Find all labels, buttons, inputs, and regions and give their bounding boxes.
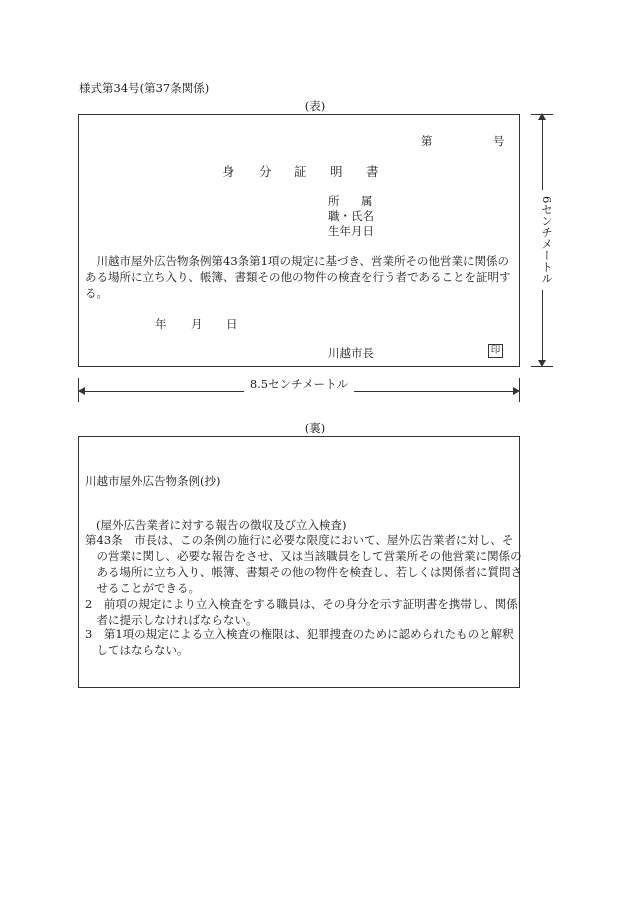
paragraph-2: 2 前項の規定により立入検査をする職員は、その身分を示す証明書を携帯し、関係者に提示しなければならない。 — [85, 597, 518, 627]
arrow-down-icon — [538, 360, 546, 367]
birth-date-label: 生年月日 — [328, 224, 374, 238]
date-month: 月 — [191, 317, 203, 331]
arrow-up-icon — [538, 113, 546, 120]
arrow-right-icon — [513, 387, 520, 395]
height-dimension-label: 6センチメートル — [531, 190, 553, 290]
affiliation-label-2: 属 — [361, 194, 373, 208]
title-char: 書 — [366, 164, 379, 179]
seal-icon: 印 — [488, 344, 503, 358]
title-char: 分 — [259, 164, 272, 179]
arrow-left-icon — [78, 387, 85, 395]
form-number: 様式第34号(第37条関係) — [79, 81, 210, 95]
id-card-back — [78, 436, 520, 688]
front-face-label: (表) — [304, 99, 326, 113]
title-char: 証 — [294, 164, 307, 179]
id-card-front — [78, 114, 520, 367]
article-43: 第43条 市長は、この条例の施行に必要な限度において、屋外広告業者に対し、その営業に関し、必要な報告をさせ、又は当該職員をして営業所その他営業に関係のある場所に立ち入り、帳簿、書類その他の物件を検査し、若しくは関係者に質問させることができる。 — [85, 533, 522, 595]
paragraph-3: 3 第1項の規定による立入検査の権限は、犯罪捜査のために認められたものと解釈してはならない。 — [85, 627, 514, 657]
article-caption: (屋外広告業者に対する報告の徴収及び立入検査) — [96, 518, 347, 532]
certificate-body: 川越市屋外広告物条例第43条第1項の規定に基づき、営業所その他営業に関係のある場所に立ち入り、帳簿、書類その他の物件の検査を行う者であることを証明する。 — [85, 254, 511, 300]
back-face-label: (裏) — [304, 421, 326, 435]
title-char: 明 — [330, 164, 343, 179]
ordinance-heading: 川越市屋外広告物条例(抄) — [85, 474, 221, 488]
issuer: 川越市長 — [328, 346, 374, 360]
width-dimension-label: 8.5センチメートル — [244, 376, 354, 392]
date-year: 年 — [155, 317, 167, 331]
position-name-label: 職・氏名 — [328, 209, 374, 223]
number-suffix: 号 — [493, 134, 505, 148]
title-char: 身 — [222, 164, 235, 179]
affiliation-label-1: 所 — [328, 194, 340, 208]
date-day: 日 — [226, 317, 238, 331]
number-prefix: 第 — [421, 134, 433, 148]
